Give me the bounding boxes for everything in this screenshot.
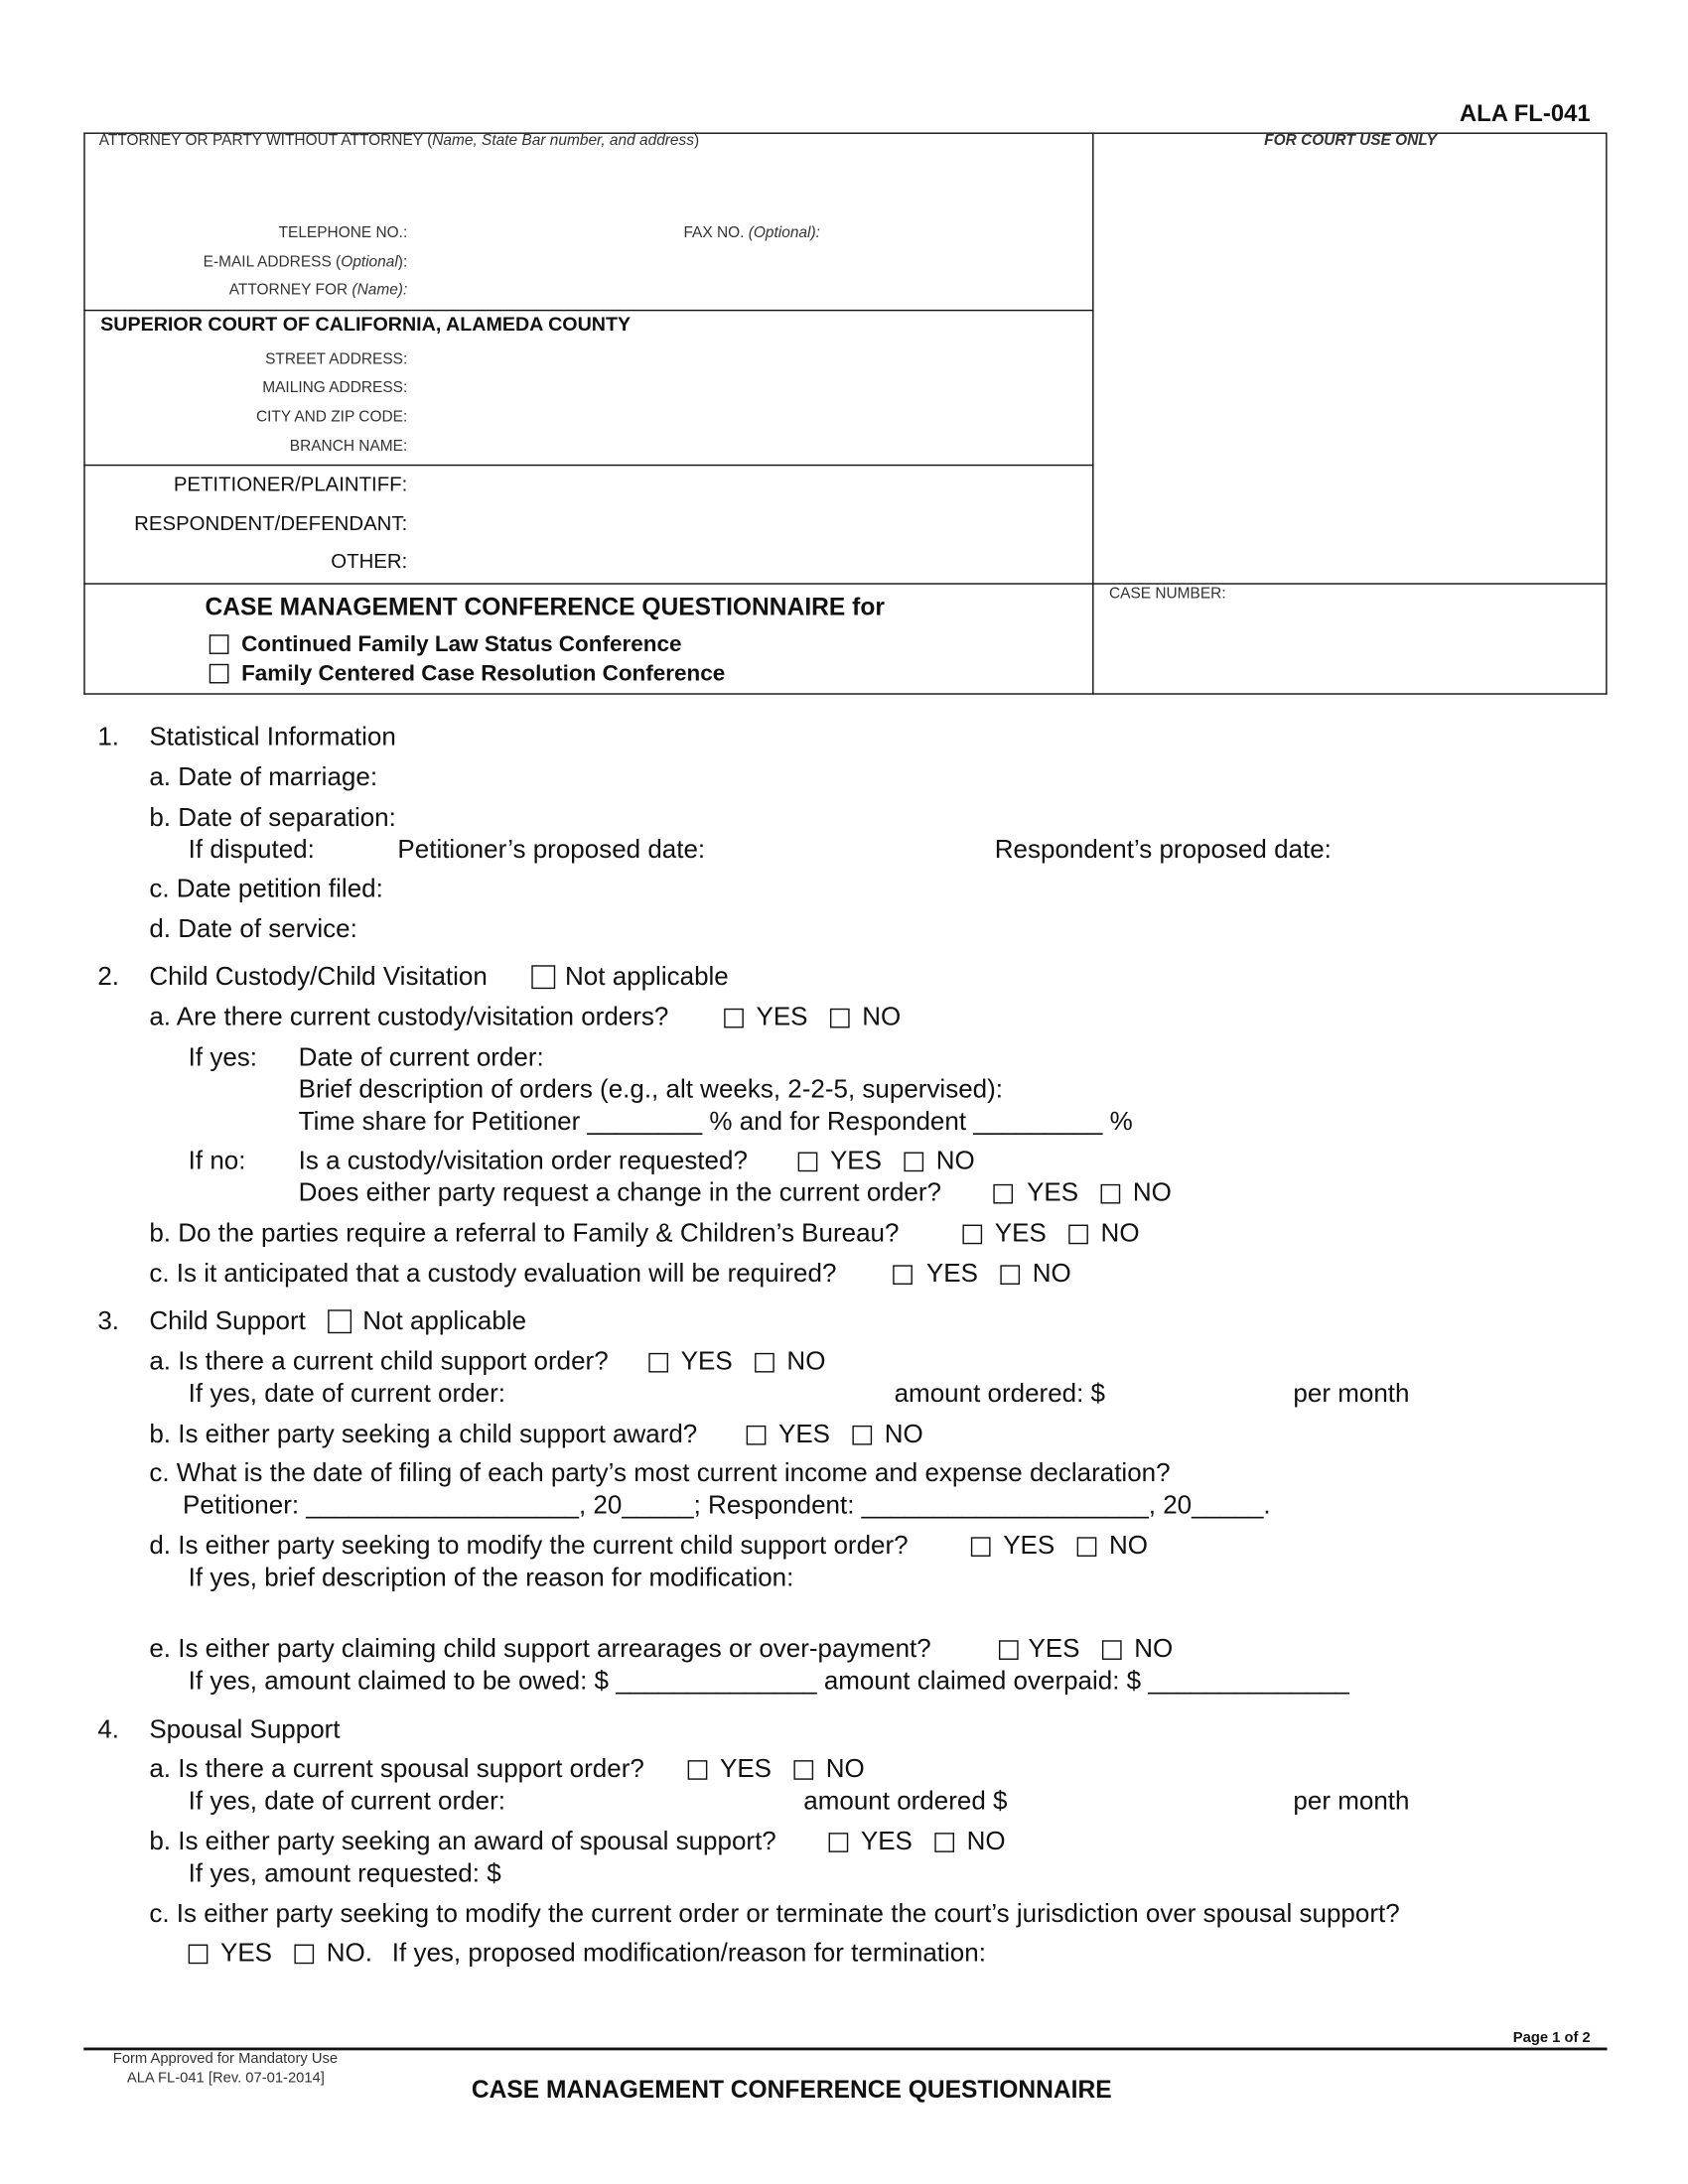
no-label: NO (1108, 1530, 1148, 1560)
telephone-label: TELEPHONE NO.: (278, 224, 408, 242)
date-current-order: If yes, date of current order: (188, 1378, 505, 1408)
checkbox-yes[interactable] (189, 1945, 209, 1965)
q-custody-orders: a. Are there current custody/visitation orders? (149, 1001, 669, 1031)
yes-label: YES (680, 1345, 733, 1376)
yes-label: YES (219, 1937, 273, 1968)
box-divider (1092, 132, 1093, 694)
yes-label: YES (1027, 1176, 1079, 1207)
yes-label: YES (925, 1258, 978, 1288)
form-id: ALA FL-041 (1459, 100, 1591, 127)
attorney-for-label: ATTORNEY FOR (Name): (228, 281, 408, 299)
section-title-statistical: Statistical Information (149, 721, 396, 751)
amount-ordered: amount ordered $ (803, 1785, 1008, 1815)
attorney-label: ATTORNEY OR PARTY WITHOUT ATTORNEY (Name, State Bar number, and address) (98, 132, 700, 150)
q-modify-child-support: d. Is either party seeking to modify the current child support order? (149, 1530, 909, 1560)
checkbox-yes[interactable] (724, 1009, 744, 1028)
checkbox-no[interactable] (1102, 1640, 1122, 1660)
no-label: NO. (326, 1937, 372, 1968)
q-referral: b. Do the parties require a referral to Family & Children’s Bureau? (149, 1217, 900, 1248)
q-spousal-award: b. Is either party seeking an award of spousal support? (149, 1826, 776, 1855)
city-zip-label: CITY AND ZIP CODE: (255, 408, 408, 426)
no-label: NO (935, 1145, 975, 1175)
checkbox-yes[interactable] (798, 1153, 818, 1172)
mailing-address-label: MAILING ADDRESS: (262, 379, 408, 397)
case-number-label: CASE NUMBER: (1108, 586, 1226, 603)
modification-reason: If yes, brief description of the reason for modification: (188, 1562, 794, 1592)
no-label: NO (966, 1826, 1006, 1855)
checkbox-yes[interactable] (999, 1640, 1019, 1660)
checkbox-no[interactable] (793, 1760, 813, 1780)
q-child-support-order: a. Is there a current child support order? (149, 1345, 609, 1376)
date-current-order: If yes, date of current order: (188, 1785, 505, 1815)
checkbox-custody-na[interactable] (531, 965, 555, 989)
amount-requested: If yes, amount requested: $ (188, 1857, 501, 1887)
if-disputed-label: If disputed: (188, 834, 315, 864)
option-family-centered: Family Centered Case Resolution Conference (241, 662, 726, 687)
branch-name-label: BRANCH NAME: (289, 438, 408, 456)
q-spousal-support-order: a. Is there a current spousal support order? (149, 1753, 644, 1783)
no-label: NO (1100, 1217, 1140, 1248)
court-name: SUPERIOR COURT OF CALIFORNIA, ALAMEDA COUNTY (100, 312, 632, 336)
form-revision: ALA FL-041 [Rev. 07-01-2014] (126, 2070, 325, 2087)
footer-title: CASE MANAGEMENT CONFERENCE QUESTIONNAIRE (471, 2075, 1112, 2104)
per-month: per month (1293, 1378, 1410, 1408)
yes-label: YES (860, 1826, 913, 1855)
yes-label: YES (1028, 1633, 1080, 1663)
brief-description: Brief description of orders (e.g., alt weeks, 2-2-5, supervised): (298, 1073, 1003, 1104)
if-no-label: If no: (188, 1145, 246, 1175)
amount-ordered: amount ordered: $ (894, 1378, 1106, 1408)
q-income-declaration: c. What is the date of filing of each party’s most current income and expense declaration? (149, 1457, 1171, 1487)
declaration-dates: Petitioner: ___________________, 20_____; Respondent: ____________________, 20_____. (183, 1489, 1271, 1520)
yes-label: YES (756, 1001, 808, 1031)
respondent-proposed-date: Respondent’s proposed date: (994, 834, 1332, 864)
form-title: CASE MANAGEMENT CONFERENCE QUESTIONNAIRE for (205, 593, 885, 621)
section-title-custody: Child Custody/Child Visitation (149, 961, 488, 991)
no-label: NO (825, 1753, 865, 1783)
divider (83, 583, 1607, 584)
no-label: NO (1032, 1258, 1071, 1288)
section-title-child-support: Child Support (149, 1305, 306, 1335)
section-number: 2. (97, 961, 120, 991)
checkbox-yes[interactable] (893, 1265, 913, 1285)
page-number: Page 1 of 2 (1512, 2029, 1591, 2047)
q-date-petition: c. Date petition filed: (149, 873, 383, 903)
q-date-separation: b. Date of separation: (149, 801, 396, 832)
checkbox-no[interactable] (1068, 1225, 1088, 1245)
checkbox-yes[interactable] (962, 1225, 982, 1245)
date-current-order: Date of current order: (298, 1041, 544, 1072)
petitioner-proposed-date: Petitioner’s proposed date: (397, 834, 706, 864)
section-number: 1. (97, 721, 120, 751)
q-modify-spousal: c. Is either party seeking to modify the current order or terminate the court’s jurisdiction over spousal support? (149, 1898, 1400, 1928)
checkbox-no[interactable] (934, 1833, 954, 1852)
q-change-order: Does either party request a change in the current order? (298, 1176, 941, 1207)
petitioner-label: PETITIONER/PLAINTIFF: (173, 474, 408, 497)
section-title-spousal-support: Spousal Support (149, 1713, 341, 1744)
checkbox-no[interactable] (852, 1426, 872, 1445)
not-applicable-label: Not applicable (565, 961, 729, 991)
box-right (1606, 132, 1607, 694)
time-share: Time share for Petitioner ________ % and for Respondent _________ % (298, 1106, 1133, 1136)
yes-label: YES (829, 1145, 883, 1175)
respondent-label: RESPONDENT/DEFENDANT: (134, 513, 408, 536)
checkbox-no[interactable] (904, 1153, 923, 1172)
fax-label: FAX NO. (Optional): (683, 224, 820, 242)
checkbox-no[interactable] (1101, 1184, 1121, 1204)
not-applicable-label: Not applicable (362, 1305, 527, 1335)
street-address-label: STREET ADDRESS: (265, 351, 408, 368)
checkbox-child-support-na[interactable] (328, 1309, 352, 1333)
q-custody-evaluation: c. Is it anticipated that a custody evaluation will be required? (149, 1258, 837, 1288)
other-label: OTHER: (331, 550, 408, 574)
option-continued-status: Continued Family Law Status Conference (241, 632, 682, 657)
court-use-label: FOR COURT USE ONLY (1264, 132, 1437, 150)
form-approved: Form Approved for Mandatory Use (112, 2050, 339, 2068)
no-label: NO (786, 1345, 826, 1376)
divider (83, 310, 1093, 311)
box-left (83, 132, 84, 694)
checkbox-yes[interactable] (688, 1760, 708, 1780)
yes-label: YES (994, 1217, 1047, 1248)
checkbox-yes[interactable] (971, 1537, 991, 1557)
checkbox-no[interactable] (1077, 1537, 1097, 1557)
q-date-marriage: a. Date of marriage: (149, 761, 378, 791)
yes-label: YES (719, 1753, 773, 1783)
modification-termination-reason: If yes, proposed modification/reason for termination: (391, 1937, 986, 1968)
checkbox-continued-status[interactable] (210, 634, 229, 654)
checkbox-no[interactable] (830, 1009, 850, 1028)
q-date-service: d. Date of service: (149, 913, 357, 943)
q-order-requested: Is a custody/visitation order requested? (298, 1145, 748, 1175)
no-label: NO (1134, 1633, 1174, 1663)
box-bottom (83, 693, 1607, 694)
checkbox-yes[interactable] (648, 1353, 668, 1373)
no-label: NO (884, 1418, 923, 1448)
amounts-claimed: If yes, amount claimed to be owed: $ ______________ amount claimed overpaid: $ ______________ (188, 1665, 1349, 1696)
checkbox-no[interactable] (755, 1353, 774, 1373)
section-number: 4. (97, 1713, 120, 1744)
per-month: per month (1293, 1785, 1410, 1815)
q-arrearages: e. Is either party claiming child support arrearages or over-payment? (149, 1633, 931, 1663)
checkbox-no[interactable] (1000, 1265, 1020, 1285)
checkbox-yes[interactable] (993, 1184, 1013, 1204)
checkbox-yes[interactable] (747, 1426, 767, 1445)
divider (83, 465, 1093, 466)
section-number: 3. (97, 1305, 120, 1335)
yes-label: YES (777, 1418, 831, 1448)
no-label: NO (1132, 1176, 1172, 1207)
checkbox-no[interactable] (294, 1945, 314, 1965)
no-label: NO (862, 1001, 902, 1031)
checkbox-family-centered[interactable] (210, 664, 229, 684)
if-yes-label: If yes: (188, 1041, 258, 1072)
q-child-support-award: b. Is either party seeking a child support award? (149, 1418, 698, 1448)
yes-label: YES (1003, 1530, 1055, 1560)
checkbox-yes[interactable] (829, 1833, 849, 1852)
email-label: E-MAIL ADDRESS (Optional): (203, 253, 408, 271)
